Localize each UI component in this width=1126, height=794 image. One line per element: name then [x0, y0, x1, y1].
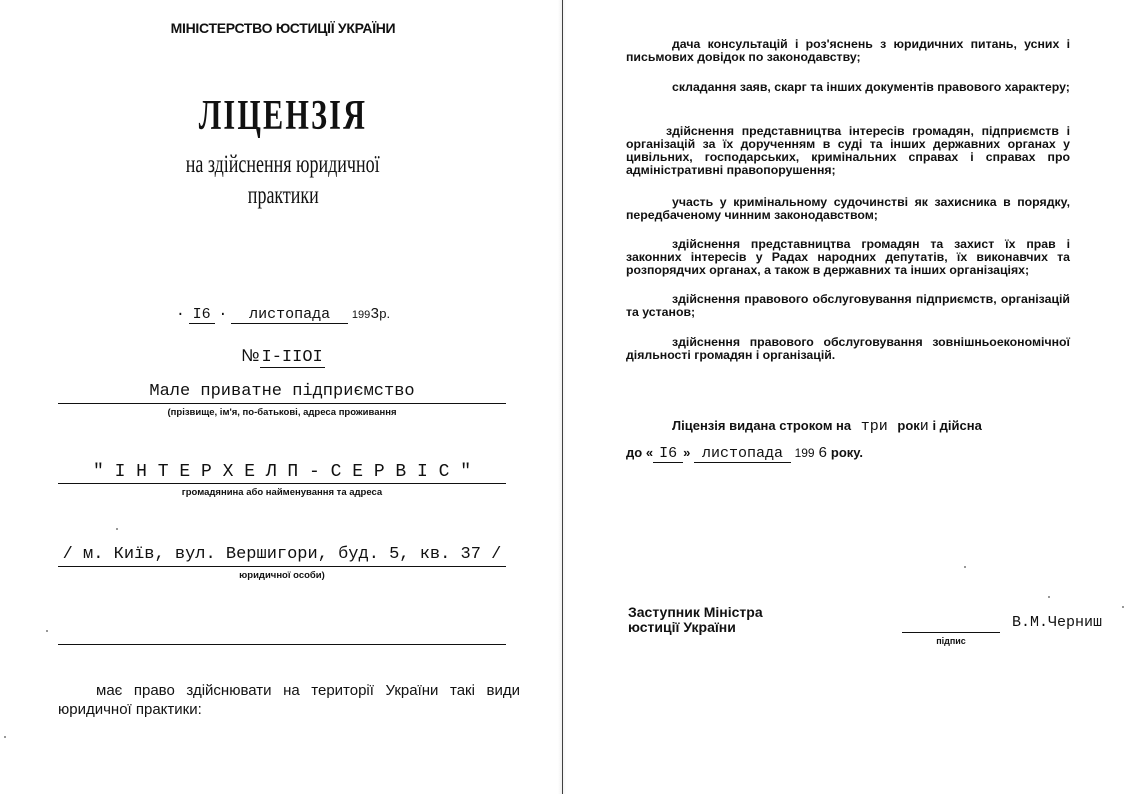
- until-year-suffix: року.: [830, 445, 863, 460]
- holder-org-field: " І Н Т Е Р Х Е Л П - С Е Р В І С ": [58, 461, 506, 484]
- activity-item: [626, 238, 1070, 277]
- scan-speck: [4, 736, 6, 738]
- scan-speck: [116, 528, 118, 530]
- holder-address-field: / м. Київ, вул. Вершигори, буд. 5, кв. 37 /: [58, 544, 506, 567]
- date-year-filled: 3: [370, 306, 380, 323]
- page-fold-shadow: [558, 0, 566, 794]
- scan-speck: [46, 630, 48, 632]
- validity-word-years: рок: [897, 418, 920, 433]
- signature-caption: підпис: [936, 636, 966, 646]
- until-prefix: до: [626, 445, 643, 460]
- until-year-printed: 199: [794, 446, 815, 460]
- license-number-value: І-ІІОІ: [261, 348, 323, 367]
- document-subtitle-line2: [60, 181, 506, 211]
- until-year-filled: 6: [818, 445, 828, 462]
- signatory-title-line1: Заступник Міністра: [628, 604, 763, 620]
- document-title-text: ЛІЦЕНЗІЯ: [198, 93, 368, 139]
- scan-speck: [964, 566, 966, 568]
- date-month: листопада: [231, 306, 348, 324]
- activity-item: [626, 293, 1070, 319]
- validity-until-line: [626, 445, 863, 462]
- scan-speck: [1048, 596, 1050, 598]
- scan-speck: [1122, 606, 1124, 608]
- signatory-title-line2: юстиції України: [628, 619, 736, 635]
- subtitle-line2-text: практики: [247, 182, 319, 209]
- until-day: І6: [653, 445, 683, 463]
- until-month: листопада: [694, 445, 791, 463]
- date-quote-open: ·: [175, 306, 185, 323]
- issue-date: [60, 306, 506, 323]
- validity-line: [672, 418, 982, 435]
- activity-item: [626, 196, 1070, 222]
- until-quote-close: »: [683, 445, 691, 460]
- date-day: І6: [189, 306, 215, 324]
- activity-text: здійснення представництва інтересів громадян, підприємств і організацій за їх дорученням в суді та інших державних органах у цивільних, господарських, кримінальних справах і справах про адміністративні правопорушення;: [626, 124, 1070, 177]
- activity-item: [626, 336, 1070, 362]
- activity-text: дача консультацій і роз'яснень з юридичних питань, усних і письмових довідок по законодавству;: [626, 37, 1070, 64]
- date-suffix: р.: [379, 306, 391, 321]
- date-year-printed: 199: [351, 309, 371, 321]
- until-quote-open: «: [645, 445, 654, 460]
- activity-text: здійснення правового обслуговування підприємств, організацій та установ;: [626, 292, 1070, 319]
- activity-text: складання заяв, скарг та інших документів правового характеру;: [672, 80, 1070, 94]
- has-right-text: має право здійснювати на території України такі види юридичної практики:: [58, 682, 520, 718]
- holder-address-caption: юридичної особи): [239, 570, 325, 581]
- validity-years-ending: и: [919, 418, 929, 435]
- validity-suffix: і дійсна: [932, 418, 982, 433]
- holder-name-field: Мале приватне підприємство: [58, 381, 506, 404]
- document-subtitle-line1: [60, 150, 506, 180]
- document-title: [60, 92, 506, 140]
- activity-text: участь у кримінальному судочинстві як захисника в порядку, передбаченому чинним законодавством;: [626, 195, 1070, 222]
- signature-line: [902, 632, 1000, 633]
- holder-name-caption: (прізвище, ім'я, по-батькові, адреса проживання: [167, 407, 397, 418]
- has-right-paragraph: [58, 681, 520, 719]
- activity-item: [626, 38, 1070, 64]
- activity-item: [626, 125, 1070, 177]
- holder-org-caption: громадянина або найменування та адреса: [181, 487, 383, 498]
- license-number-prefix: №: [241, 346, 260, 365]
- signatory-title: [628, 605, 763, 635]
- activity-text: здійснення правового обслуговування зовнішньоекономічної діяльності громадян і організацій.: [626, 335, 1070, 362]
- date-quote-close: ·: [218, 306, 228, 323]
- subtitle-line1-text: на здійснення юридичної: [186, 151, 380, 178]
- blank-field-line: [58, 644, 506, 645]
- ministry-header: МІНІСТЕРСТВО ЮСТИЦІЇ УКРАЇНИ: [170, 20, 396, 36]
- activity-text: здійснення представництва громадян та захист їх прав і законних інтересів у Радах народних депутатів, їх виконавчих та розпорядчих органах, а також в державних та інших організаціях;: [626, 237, 1070, 277]
- validity-term: три: [860, 418, 888, 435]
- validity-prefix: Ліцензія видана строком на: [672, 418, 852, 433]
- signatory-name: В.М.Черниш: [1012, 614, 1103, 631]
- license-number: [60, 346, 506, 367]
- activity-item: [626, 81, 1070, 94]
